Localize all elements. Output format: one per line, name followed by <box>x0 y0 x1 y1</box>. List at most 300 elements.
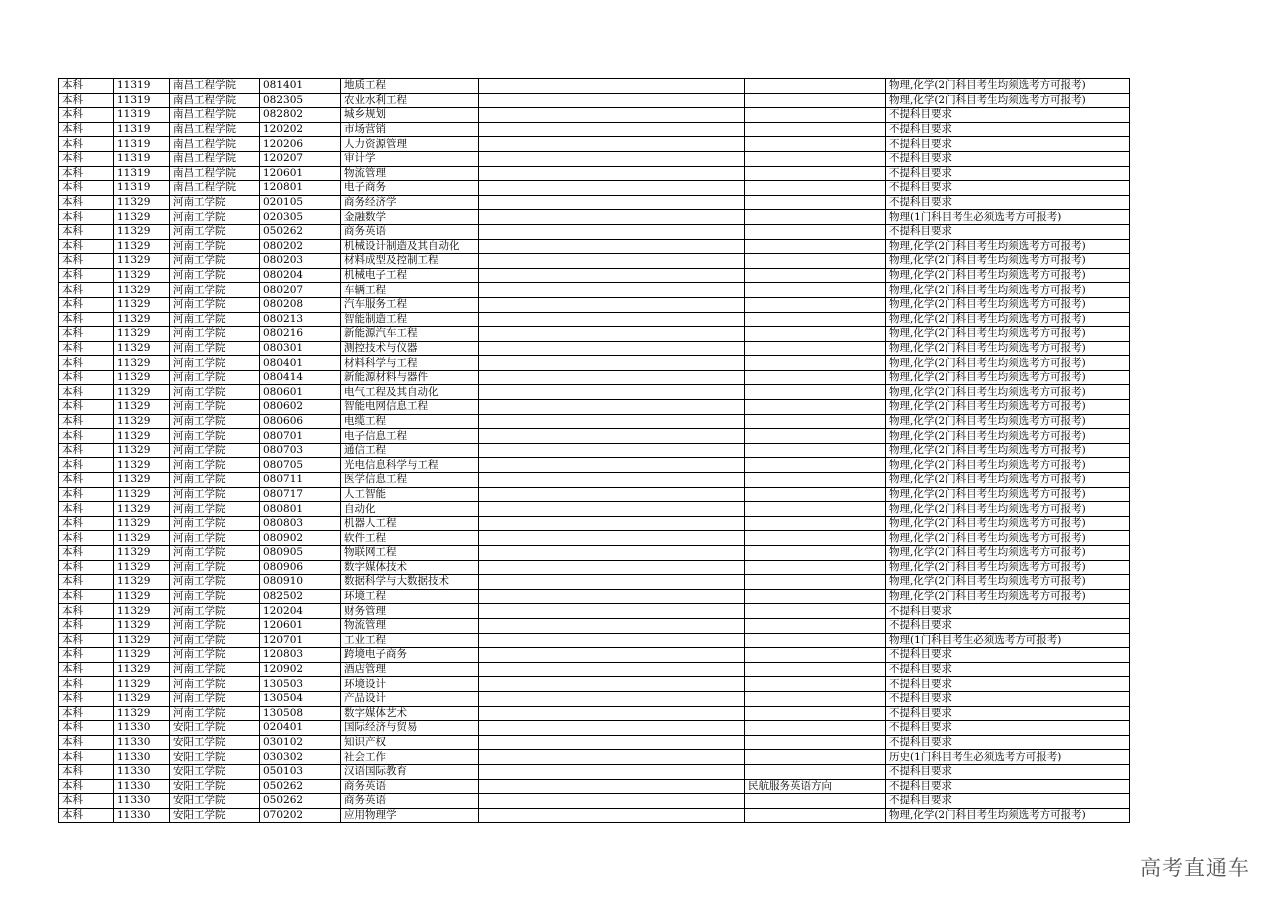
requirement-cell: 历史(1门科目考生必须选考方可报考) <box>886 750 1130 765</box>
school-code-cell: 11329 <box>114 546 170 561</box>
table-row <box>59 93 1130 108</box>
major-name-cell: 材料成型及控制工程 <box>341 254 479 269</box>
table-row <box>59 589 1130 604</box>
school-name-cell: 河南工学院 <box>170 224 260 239</box>
major-code-cell: 120207 <box>260 151 341 166</box>
note-cell <box>479 122 745 137</box>
school-name-cell: 河南工学院 <box>170 210 260 225</box>
major-code-cell: 080601 <box>260 385 341 400</box>
major-name-cell: 知识产权 <box>341 735 479 750</box>
school-name-cell: 河南工学院 <box>170 677 260 692</box>
school-name-cell: 河南工学院 <box>170 268 260 283</box>
table-row <box>59 677 1130 692</box>
note-cell <box>479 195 745 210</box>
school-name-cell: 河南工学院 <box>170 341 260 356</box>
table-row <box>59 648 1130 663</box>
major-name-cell: 人力资源管理 <box>341 137 479 152</box>
table-row <box>59 721 1130 736</box>
major-name-cell: 物联网工程 <box>341 546 479 561</box>
level-cell: 本科 <box>59 735 114 750</box>
school-name-cell: 河南工学院 <box>170 487 260 502</box>
direction-cell <box>745 327 886 342</box>
level-cell: 本科 <box>59 764 114 779</box>
requirement-cell: 物理,化学(2门科目考生均须选考方可报考) <box>886 93 1130 108</box>
major-code-cell: 050262 <box>260 794 341 809</box>
requirement-cell: 不提科目要求 <box>886 604 1130 619</box>
major-code-cell: 050103 <box>260 764 341 779</box>
major-name-cell: 数字媒体艺术 <box>341 706 479 721</box>
major-name-cell: 工业工程 <box>341 633 479 648</box>
table-row <box>59 414 1130 429</box>
requirement-cell: 不提科目要求 <box>886 706 1130 721</box>
school-code-cell: 11329 <box>114 356 170 371</box>
direction-cell <box>745 108 886 123</box>
requirement-cell: 物理,化学(2门科目考生均须选考方可报考) <box>886 254 1130 269</box>
level-cell: 本科 <box>59 137 114 152</box>
requirement-cell: 不提科目要求 <box>886 122 1130 137</box>
level-cell: 本科 <box>59 283 114 298</box>
note-cell <box>479 502 745 517</box>
direction-cell <box>745 239 886 254</box>
major-name-cell: 电缆工程 <box>341 414 479 429</box>
direction-cell <box>745 210 886 225</box>
level-cell: 本科 <box>59 93 114 108</box>
major-name-cell: 测控技术与仪器 <box>341 341 479 356</box>
level-cell: 本科 <box>59 691 114 706</box>
level-cell: 本科 <box>59 429 114 444</box>
level-cell: 本科 <box>59 297 114 312</box>
major-name-cell: 环境设计 <box>341 677 479 692</box>
major-code-cell: 080701 <box>260 429 341 444</box>
direction-cell <box>745 356 886 371</box>
table-row <box>59 443 1130 458</box>
school-code-cell: 11329 <box>114 677 170 692</box>
table-row <box>59 662 1130 677</box>
table-row <box>59 808 1130 823</box>
level-cell: 本科 <box>59 575 114 590</box>
direction-cell <box>745 808 886 823</box>
note-cell <box>479 691 745 706</box>
major-code-cell: 080606 <box>260 414 341 429</box>
level-cell: 本科 <box>59 151 114 166</box>
school-code-cell: 11329 <box>114 633 170 648</box>
school-code-cell: 11329 <box>114 575 170 590</box>
level-cell: 本科 <box>59 195 114 210</box>
direction-cell <box>745 618 886 633</box>
school-name-cell: 河南工学院 <box>170 546 260 561</box>
note-cell <box>479 662 745 677</box>
major-code-cell: 080414 <box>260 370 341 385</box>
school-name-cell: 河南工学院 <box>170 618 260 633</box>
direction-cell <box>745 575 886 590</box>
level-cell: 本科 <box>59 108 114 123</box>
school-name-cell: 南昌工程学院 <box>170 93 260 108</box>
direction-cell <box>745 502 886 517</box>
school-name-cell: 河南工学院 <box>170 648 260 663</box>
school-name-cell: 河南工学院 <box>170 327 260 342</box>
school-code-cell: 11330 <box>114 764 170 779</box>
table-row <box>59 224 1130 239</box>
major-code-cell: 050262 <box>260 224 341 239</box>
school-name-cell: 河南工学院 <box>170 531 260 546</box>
major-code-cell: 120202 <box>260 122 341 137</box>
direction-cell <box>745 166 886 181</box>
note-cell <box>479 794 745 809</box>
direction-cell <box>745 297 886 312</box>
table-row <box>59 750 1130 765</box>
direction-cell <box>745 721 886 736</box>
note-cell <box>479 370 745 385</box>
requirement-cell: 不提科目要求 <box>886 764 1130 779</box>
major-name-cell: 城乡规划 <box>341 108 479 123</box>
requirement-cell: 不提科目要求 <box>886 166 1130 181</box>
table-row <box>59 79 1130 94</box>
note-cell <box>479 618 745 633</box>
major-code-cell: 080717 <box>260 487 341 502</box>
table-row <box>59 618 1130 633</box>
major-code-cell: 120206 <box>260 137 341 152</box>
school-code-cell: 11329 <box>114 414 170 429</box>
note-cell <box>479 443 745 458</box>
major-name-cell: 物流管理 <box>341 618 479 633</box>
school-name-cell: 安阳工学院 <box>170 721 260 736</box>
major-name-cell: 通信工程 <box>341 443 479 458</box>
direction-cell <box>745 429 886 444</box>
requirement-cell: 物理(1门科目考生必须选考方可报考) <box>886 633 1130 648</box>
requirement-cell: 物理,化学(2门科目考生均须选考方可报考) <box>886 575 1130 590</box>
direction-cell <box>745 546 886 561</box>
requirement-cell: 物理,化学(2门科目考生均须选考方可报考) <box>886 414 1130 429</box>
school-name-cell: 河南工学院 <box>170 589 260 604</box>
major-name-cell: 商务英语 <box>341 224 479 239</box>
direction-cell <box>745 458 886 473</box>
direction-cell <box>745 151 886 166</box>
major-name-cell: 汉语国际教育 <box>341 764 479 779</box>
level-cell: 本科 <box>59 268 114 283</box>
direction-cell <box>745 633 886 648</box>
requirement-cell: 物理,化学(2门科目考生均须选考方可报考) <box>886 400 1130 415</box>
level-cell: 本科 <box>59 254 114 269</box>
major-name-cell: 商务经济学 <box>341 195 479 210</box>
school-code-cell: 11329 <box>114 473 170 488</box>
requirement-cell: 物理,化学(2门科目考生均须选考方可报考) <box>886 808 1130 823</box>
school-name-cell: 河南工学院 <box>170 458 260 473</box>
table-row <box>59 604 1130 619</box>
note-cell <box>479 575 745 590</box>
table-row <box>59 560 1130 575</box>
major-name-cell: 车辆工程 <box>341 283 479 298</box>
requirement-cell: 不提科目要求 <box>886 224 1130 239</box>
note-cell <box>479 166 745 181</box>
requirement-cell: 物理,化学(2门科目考生均须选考方可报考) <box>886 385 1130 400</box>
school-name-cell: 河南工学院 <box>170 604 260 619</box>
requirement-cell: 物理,化学(2门科目考生均须选考方可报考) <box>886 516 1130 531</box>
note-cell <box>479 721 745 736</box>
major-code-cell: 080207 <box>260 283 341 298</box>
level-cell: 本科 <box>59 589 114 604</box>
school-name-cell: 安阳工学院 <box>170 764 260 779</box>
major-code-cell: 120204 <box>260 604 341 619</box>
table-row <box>59 575 1130 590</box>
direction-cell <box>745 414 886 429</box>
table-row <box>59 312 1130 327</box>
school-code-cell: 11329 <box>114 662 170 677</box>
requirement-cell: 不提科目要求 <box>886 721 1130 736</box>
major-code-cell: 080801 <box>260 502 341 517</box>
school-code-cell: 11329 <box>114 691 170 706</box>
table-row <box>59 458 1130 473</box>
school-code-cell: 11329 <box>114 706 170 721</box>
school-code-cell: 11329 <box>114 224 170 239</box>
table-row <box>59 764 1130 779</box>
major-code-cell: 080204 <box>260 268 341 283</box>
major-code-cell: 080202 <box>260 239 341 254</box>
level-cell: 本科 <box>59 181 114 196</box>
school-code-cell: 11319 <box>114 93 170 108</box>
table-row <box>59 254 1130 269</box>
school-code-cell: 11329 <box>114 429 170 444</box>
requirement-cell: 不提科目要求 <box>886 151 1130 166</box>
school-name-cell: 河南工学院 <box>170 385 260 400</box>
level-cell: 本科 <box>59 370 114 385</box>
major-name-cell: 电子信息工程 <box>341 429 479 444</box>
school-name-cell: 河南工学院 <box>170 691 260 706</box>
direction-cell <box>745 662 886 677</box>
note-cell <box>479 808 745 823</box>
note-cell <box>479 93 745 108</box>
table-row <box>59 370 1130 385</box>
school-name-cell: 安阳工学院 <box>170 808 260 823</box>
major-code-cell: 080906 <box>260 560 341 575</box>
major-name-cell: 财务管理 <box>341 604 479 619</box>
requirement-cell: 物理,化学(2门科目考生均须选考方可报考) <box>886 283 1130 298</box>
table-row <box>59 297 1130 312</box>
school-code-cell: 11330 <box>114 794 170 809</box>
major-code-cell: 120601 <box>260 618 341 633</box>
major-name-cell: 光电信息科学与工程 <box>341 458 479 473</box>
major-code-cell: 050262 <box>260 779 341 794</box>
requirement-cell: 物理,化学(2门科目考生均须选考方可报考) <box>886 502 1130 517</box>
major-name-cell: 新能源材料与器件 <box>341 370 479 385</box>
major-code-cell: 080216 <box>260 327 341 342</box>
school-name-cell: 安阳工学院 <box>170 750 260 765</box>
level-cell: 本科 <box>59 487 114 502</box>
school-name-cell: 南昌工程学院 <box>170 122 260 137</box>
note-cell <box>479 589 745 604</box>
direction-cell <box>745 93 886 108</box>
school-name-cell: 河南工学院 <box>170 473 260 488</box>
requirement-cell: 不提科目要求 <box>886 137 1130 152</box>
school-name-cell: 南昌工程学院 <box>170 79 260 94</box>
level-cell: 本科 <box>59 808 114 823</box>
major-name-cell: 机械电子工程 <box>341 268 479 283</box>
major-code-cell: 080602 <box>260 400 341 415</box>
table-row <box>59 283 1130 298</box>
school-code-cell: 11329 <box>114 458 170 473</box>
major-code-cell: 080803 <box>260 516 341 531</box>
table-row <box>59 546 1130 561</box>
school-name-cell: 河南工学院 <box>170 429 260 444</box>
major-code-cell: 120902 <box>260 662 341 677</box>
table-row <box>59 633 1130 648</box>
major-code-cell: 081401 <box>260 79 341 94</box>
school-code-cell: 11329 <box>114 531 170 546</box>
major-name-cell: 智能电网信息工程 <box>341 400 479 415</box>
major-code-cell: 030302 <box>260 750 341 765</box>
note-cell <box>479 79 745 94</box>
table-row <box>59 400 1130 415</box>
school-name-cell: 安阳工学院 <box>170 779 260 794</box>
requirement-cell: 物理,化学(2门科目考生均须选考方可报考) <box>886 531 1130 546</box>
requirement-cell: 物理,化学(2门科目考生均须选考方可报考) <box>886 312 1130 327</box>
table-row <box>59 108 1130 123</box>
note-cell <box>479 400 745 415</box>
direction-cell <box>745 79 886 94</box>
level-cell: 本科 <box>59 560 114 575</box>
level-cell: 本科 <box>59 633 114 648</box>
level-cell: 本科 <box>59 385 114 400</box>
table-row <box>59 487 1130 502</box>
direction-cell <box>745 312 886 327</box>
note-cell <box>479 735 745 750</box>
major-name-cell: 商务英语 <box>341 779 479 794</box>
direction-cell <box>745 487 886 502</box>
school-code-cell: 11319 <box>114 166 170 181</box>
school-name-cell: 河南工学院 <box>170 254 260 269</box>
direction-cell <box>745 385 886 400</box>
note-cell <box>479 487 745 502</box>
school-code-cell: 11329 <box>114 370 170 385</box>
note-cell <box>479 327 745 342</box>
school-code-cell: 11329 <box>114 560 170 575</box>
note-cell <box>479 385 745 400</box>
school-name-cell: 河南工学院 <box>170 560 260 575</box>
major-name-cell: 地质工程 <box>341 79 479 94</box>
note-cell <box>479 283 745 298</box>
school-code-cell: 11329 <box>114 327 170 342</box>
level-cell: 本科 <box>59 458 114 473</box>
major-code-cell: 020105 <box>260 195 341 210</box>
major-code-cell: 070202 <box>260 808 341 823</box>
level-cell: 本科 <box>59 546 114 561</box>
direction-cell <box>745 137 886 152</box>
direction-cell <box>745 370 886 385</box>
note-cell <box>479 181 745 196</box>
major-name-cell: 市场营销 <box>341 122 479 137</box>
school-code-cell: 11319 <box>114 108 170 123</box>
direction-cell <box>745 706 886 721</box>
school-name-cell: 河南工学院 <box>170 414 260 429</box>
requirement-cell: 不提科目要求 <box>886 794 1130 809</box>
table-row <box>59 794 1130 809</box>
direction-cell <box>745 283 886 298</box>
level-cell: 本科 <box>59 312 114 327</box>
direction-cell <box>745 691 886 706</box>
direction-cell <box>745 473 886 488</box>
requirement-cell: 物理,化学(2门科目考生均须选考方可报考) <box>886 268 1130 283</box>
school-name-cell: 河南工学院 <box>170 502 260 517</box>
requirement-cell: 物理,化学(2门科目考生均须选考方可报考) <box>886 370 1130 385</box>
school-code-cell: 11329 <box>114 385 170 400</box>
requirement-cell: 物理,化学(2门科目考生均须选考方可报考) <box>886 487 1130 502</box>
requirement-cell: 物理,化学(2门科目考生均须选考方可报考) <box>886 458 1130 473</box>
requirement-cell: 物理,化学(2门科目考生均须选考方可报考) <box>886 443 1130 458</box>
direction-cell <box>745 604 886 619</box>
watermark-text: 高考直通车 <box>1140 856 1250 880</box>
major-name-cell: 商务英语 <box>341 794 479 809</box>
school-name-cell: 南昌工程学院 <box>170 151 260 166</box>
level-cell: 本科 <box>59 604 114 619</box>
school-name-cell: 河南工学院 <box>170 516 260 531</box>
major-name-cell: 物流管理 <box>341 166 479 181</box>
major-code-cell: 082305 <box>260 93 341 108</box>
direction-cell <box>745 750 886 765</box>
note-cell <box>479 677 745 692</box>
major-code-cell: 080711 <box>260 473 341 488</box>
requirement-cell: 物理,化学(2门科目考生均须选考方可报考) <box>886 546 1130 561</box>
school-code-cell: 11329 <box>114 254 170 269</box>
major-name-cell: 社会工作 <box>341 750 479 765</box>
major-code-cell: 080301 <box>260 341 341 356</box>
direction-cell <box>745 122 886 137</box>
table-row <box>59 151 1130 166</box>
requirement-cell: 不提科目要求 <box>886 108 1130 123</box>
note-cell <box>479 210 745 225</box>
note-cell <box>479 633 745 648</box>
direction-cell <box>745 531 886 546</box>
school-name-cell: 南昌工程学院 <box>170 181 260 196</box>
major-name-cell: 电气工程及其自动化 <box>341 385 479 400</box>
major-code-cell: 080213 <box>260 312 341 327</box>
level-cell: 本科 <box>59 166 114 181</box>
note-cell <box>479 151 745 166</box>
requirement-cell: 物理,化学(2门科目考生均须选考方可报考) <box>886 560 1130 575</box>
level-cell: 本科 <box>59 327 114 342</box>
requirement-cell: 物理,化学(2门科目考生均须选考方可报考) <box>886 473 1130 488</box>
major-code-cell: 120801 <box>260 181 341 196</box>
school-code-cell: 11329 <box>114 487 170 502</box>
direction-cell <box>745 400 886 415</box>
requirement-cell: 物理,化学(2门科目考生均须选考方可报考) <box>886 79 1130 94</box>
direction-cell <box>745 677 886 692</box>
major-code-cell: 120601 <box>260 166 341 181</box>
school-name-cell: 河南工学院 <box>170 370 260 385</box>
level-cell: 本科 <box>59 531 114 546</box>
school-name-cell: 河南工学院 <box>170 575 260 590</box>
level-cell: 本科 <box>59 750 114 765</box>
level-cell: 本科 <box>59 122 114 137</box>
note-cell <box>479 604 745 619</box>
major-name-cell: 产品设计 <box>341 691 479 706</box>
major-name-cell: 环境工程 <box>341 589 479 604</box>
major-name-cell: 新能源汽车工程 <box>341 327 479 342</box>
direction-cell <box>745 341 886 356</box>
school-code-cell: 11329 <box>114 312 170 327</box>
level-cell: 本科 <box>59 210 114 225</box>
note-cell <box>479 458 745 473</box>
major-name-cell: 汽车服务工程 <box>341 297 479 312</box>
major-name-cell: 数字媒体技术 <box>341 560 479 575</box>
level-cell: 本科 <box>59 414 114 429</box>
major-code-cell: 080401 <box>260 356 341 371</box>
school-code-cell: 11329 <box>114 195 170 210</box>
subject-requirements-table <box>58 78 1130 823</box>
major-code-cell: 130508 <box>260 706 341 721</box>
direction-cell <box>745 735 886 750</box>
table-row <box>59 691 1130 706</box>
major-name-cell: 人工智能 <box>341 487 479 502</box>
school-code-cell: 11330 <box>114 808 170 823</box>
